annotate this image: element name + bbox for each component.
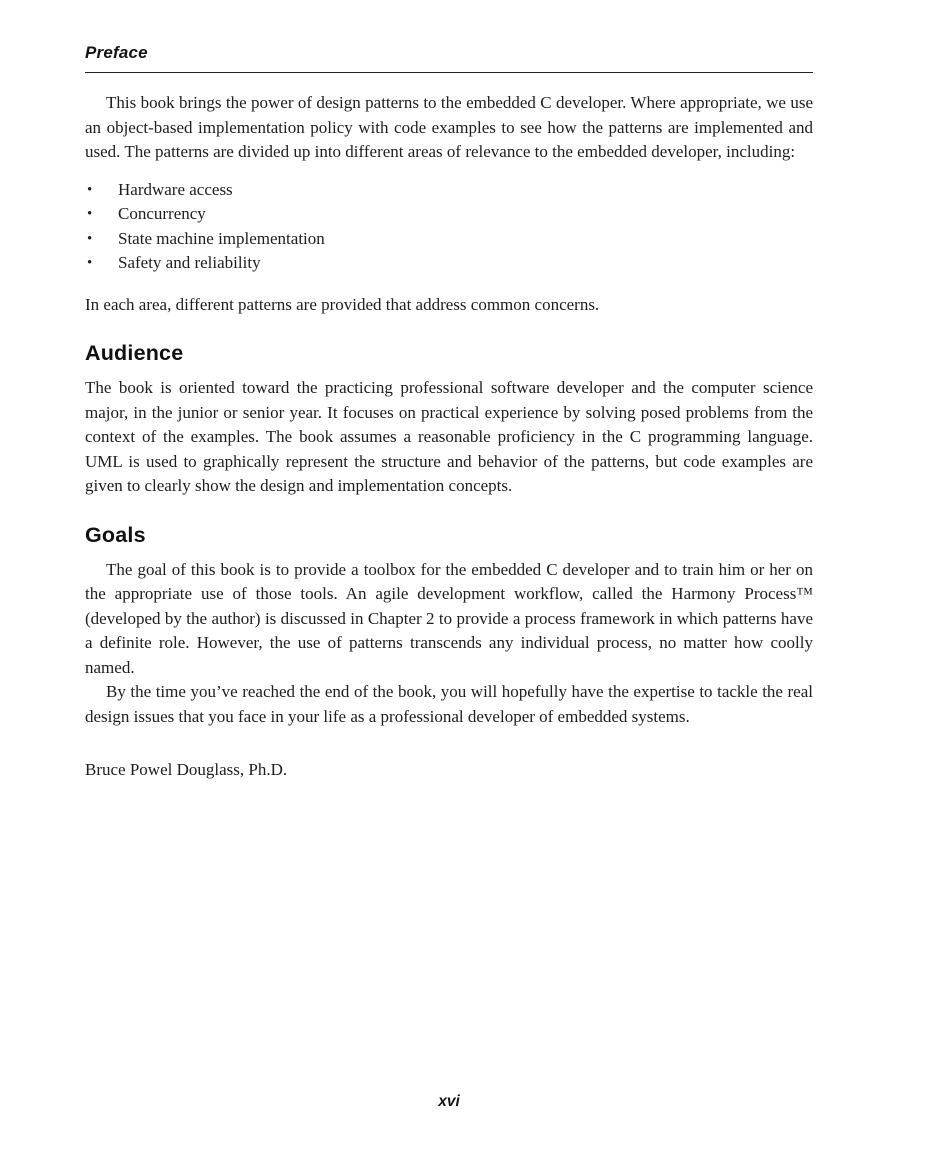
list-item <box>85 202 813 227</box>
bullet-label: Safety and reliability <box>118 253 261 273</box>
bullet-label: State machine implementation <box>118 228 325 248</box>
running-head: Preface <box>85 43 148 62</box>
bullet-icon: • <box>87 206 93 223</box>
intro-paragraph: This book brings the power of design patterns to the embedded C developer. Where appropriate, we use an object-based implementation policy with code examples to see how the patterns are implemented and used. The patterns are divided up into different areas of relevance to the embedded developer, including: <box>85 93 813 161</box>
list-item <box>85 251 813 276</box>
page-number: xvi <box>438 1093 460 1110</box>
bullet-icon: • <box>87 230 93 247</box>
bullet-label: Hardware access <box>118 179 233 199</box>
bullet-list <box>85 178 813 276</box>
header-rule <box>85 72 813 73</box>
bullet-icon: • <box>87 181 93 198</box>
bullet-label: Concurrency <box>118 204 206 224</box>
list-item <box>85 227 813 252</box>
intro-closing-paragraph: In each area, different patterns are provided that address common concerns. <box>85 294 600 314</box>
audience-paragraph: The book is oriented toward the practicing professional software developer and the computer science major, in the junior or senior year. It focuses on practical experience by solving posed problems from the context of the examples. The book assumes a reasonable proficiency in the C programming language. UML is used to graphically represent the structure and behavior of the patterns, but code examples are given to clearly show the design and implementation concepts. <box>85 378 813 496</box>
list-item <box>85 178 813 203</box>
author-signature: Bruce Powel Douglass, Ph.D. <box>85 760 288 780</box>
section-title-audience: Audience <box>85 341 184 366</box>
goals-paragraph-1: The goal of this book is to provide a toolbox for the embedded C developer and to train him or her on the appropriate use of those tools. An agile development workflow, called the Harmony Process™ (developed by the author) is discussed in Chapter 2 to provide a process framework in which patterns have a definite role. However, the use of patterns transcends any individual process, no matter how coolly named. <box>85 559 813 677</box>
page-content <box>85 0 813 783</box>
bullet-icon: • <box>87 255 93 272</box>
goals-paragraph-2: By the time you’ve reached the end of the book, you will hopefully have the expertise to tackle the real design issues that you face in your life as a professional developer of embedded systems. <box>85 682 813 726</box>
section-title-goals: Goals <box>85 522 146 547</box>
